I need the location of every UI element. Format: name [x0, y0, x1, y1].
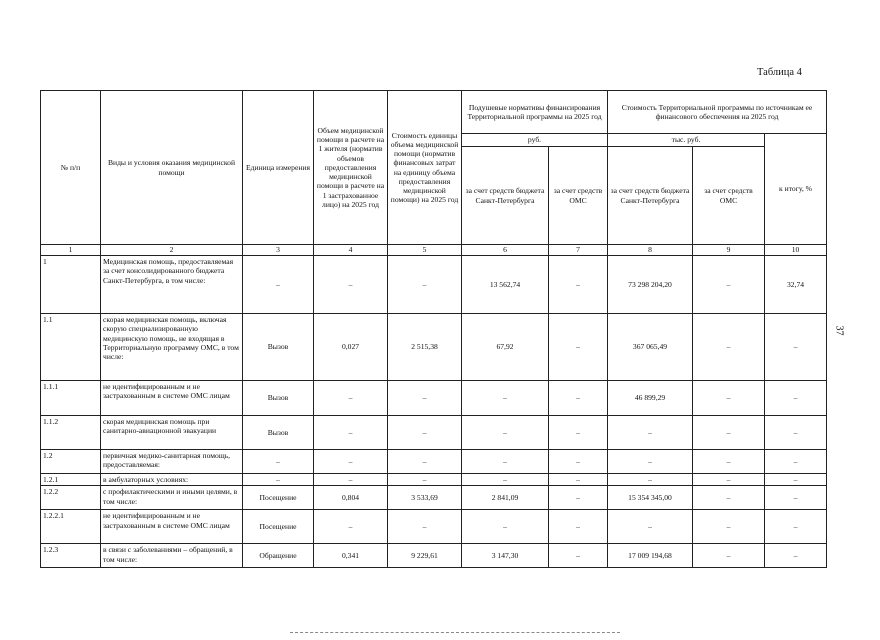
- row-volume: 0,341: [314, 544, 388, 568]
- header-unit-thousand-rub: тыс. руб.: [608, 134, 765, 147]
- row-name: в амбулаторных условиях:: [101, 474, 243, 486]
- row-share: –: [765, 474, 827, 486]
- header-cell-total-oms: за счет средств ОМС: [693, 147, 765, 245]
- row-volume: –: [314, 474, 388, 486]
- row-number: 1.2.3: [41, 544, 101, 568]
- row-total-budget: 73 298 204,20: [608, 256, 693, 314]
- row-number: 1.1.2: [41, 416, 101, 450]
- row-norm-budget: 2 841,09: [462, 486, 549, 510]
- header-cell-norm-budget: за счет средств бюджета Санкт-Петербурга: [462, 147, 549, 245]
- row-norm-budget: 13 562,74: [462, 256, 549, 314]
- table-row: [41, 544, 827, 568]
- row-unit: Посещение: [243, 510, 314, 544]
- row-norm-oms: –: [549, 381, 608, 416]
- row-number: 1: [41, 256, 101, 314]
- row-name: в связи с заболеваниями – обращений, в том числе:: [101, 544, 243, 568]
- row-total-budget: 367 065,49: [608, 314, 693, 381]
- row-norm-oms: –: [549, 314, 608, 381]
- row-total-oms: –: [693, 314, 765, 381]
- row-norm-budget: –: [462, 416, 549, 450]
- row-unit: Вызов: [243, 416, 314, 450]
- row-total-oms: –: [693, 381, 765, 416]
- column-index: 2: [101, 245, 243, 256]
- row-share: 32,74: [765, 256, 827, 314]
- row-cost: 2 515,38: [388, 314, 462, 381]
- row-norm-budget: –: [462, 381, 549, 416]
- row-name: первичная медико-санитарная помощь, предоставляемая:: [101, 450, 243, 474]
- row-total-budget: –: [608, 510, 693, 544]
- row-total-oms: –: [693, 510, 765, 544]
- data-table: [40, 90, 827, 568]
- row-total-oms: –: [693, 474, 765, 486]
- row-cost: –: [388, 416, 462, 450]
- row-unit: –: [243, 450, 314, 474]
- header-cell-share: к итогу, %: [765, 134, 827, 245]
- header-group-program-cost: Стоимость Территориальной программы по источникам ее финансового обеспечения на 2025 год: [608, 91, 827, 134]
- row-name: скорая медицинская помощь при санитарно-авиационной эвакуации: [101, 416, 243, 450]
- row-share: –: [765, 486, 827, 510]
- row-norm-oms: –: [549, 450, 608, 474]
- row-norm-oms: –: [549, 474, 608, 486]
- column-index: 9: [693, 245, 765, 256]
- row-total-oms: –: [693, 486, 765, 510]
- row-total-oms: –: [693, 416, 765, 450]
- row-cost: –: [388, 510, 462, 544]
- row-norm-oms: –: [549, 544, 608, 568]
- row-volume: –: [314, 510, 388, 544]
- row-unit: –: [243, 474, 314, 486]
- row-norm-oms: –: [549, 256, 608, 314]
- row-norm-oms: –: [549, 416, 608, 450]
- column-index: 7: [549, 245, 608, 256]
- table-row: [41, 474, 827, 486]
- row-number: 1.1: [41, 314, 101, 381]
- row-share: –: [765, 314, 827, 381]
- row-volume: –: [314, 256, 388, 314]
- row-number: 1.1.1: [41, 381, 101, 416]
- row-share: –: [765, 510, 827, 544]
- row-name: не идентифицированным и не застрахованным в системе ОМС лицам: [101, 510, 243, 544]
- column-index: 8: [608, 245, 693, 256]
- row-share: –: [765, 416, 827, 450]
- table-row: [41, 450, 827, 474]
- page-number: 37: [833, 325, 845, 336]
- header-cell-type: Виды и условия оказания медицинской помощи: [101, 91, 243, 245]
- row-unit: Вызов: [243, 381, 314, 416]
- column-index-row: [41, 245, 827, 256]
- row-total-budget: 15 354 345,00: [608, 486, 693, 510]
- table-row: [41, 381, 827, 416]
- table-row: [41, 256, 827, 314]
- row-norm-oms: –: [549, 510, 608, 544]
- row-number: 1.2.1: [41, 474, 101, 486]
- column-index: 4: [314, 245, 388, 256]
- column-index: 10: [765, 245, 827, 256]
- row-name: с профилактическими и иными целями, в том числе:: [101, 486, 243, 510]
- row-total-budget: 46 899,29: [608, 381, 693, 416]
- row-unit: Вызов: [243, 314, 314, 381]
- header-cell-norm-oms: за счет средств ОМС: [549, 147, 608, 245]
- row-share: –: [765, 450, 827, 474]
- row-volume: 0,027: [314, 314, 388, 381]
- row-share: –: [765, 544, 827, 568]
- row-norm-budget: 67,92: [462, 314, 549, 381]
- column-index: 5: [388, 245, 462, 256]
- header-cell-unit: Единица измерения: [243, 91, 314, 245]
- table-caption: Таблица 4: [757, 67, 802, 78]
- header-unit-rub: руб.: [462, 134, 608, 147]
- table-row: [41, 510, 827, 544]
- row-name: скорая медицинская помощь, включая скорую специализированную медицинскую помощь, не входящая в Территориальную программу ОМС, в том числе:: [101, 314, 243, 381]
- row-number: 1.2: [41, 450, 101, 474]
- row-total-oms: –: [693, 256, 765, 314]
- row-norm-budget: –: [462, 510, 549, 544]
- column-index: 6: [462, 245, 549, 256]
- column-index: 3: [243, 245, 314, 256]
- row-norm-budget: –: [462, 474, 549, 486]
- row-cost: 3 533,69: [388, 486, 462, 510]
- row-volume: –: [314, 450, 388, 474]
- row-cost: –: [388, 381, 462, 416]
- row-norm-oms: –: [549, 486, 608, 510]
- row-total-budget: –: [608, 416, 693, 450]
- row-total-budget: 17 009 194,68: [608, 544, 693, 568]
- header-cell-total-budget: за счет средств бюджета Санкт-Петербурга: [608, 147, 693, 245]
- row-volume: –: [314, 416, 388, 450]
- row-volume: –: [314, 381, 388, 416]
- row-norm-budget: 3 147,30: [462, 544, 549, 568]
- row-total-budget: –: [608, 474, 693, 486]
- row-unit: Посещение: [243, 486, 314, 510]
- row-cost: –: [388, 256, 462, 314]
- row-name: не идентифицированным и не застрахованным в системе ОМС лицам: [101, 381, 243, 416]
- header-group-per-capita: Подушевые нормативы финансирования Территориальной программы на 2025 год: [462, 91, 608, 134]
- row-total-oms: –: [693, 544, 765, 568]
- row-cost: 9 229,61: [388, 544, 462, 568]
- row-number: 1.2.2.1: [41, 510, 101, 544]
- scan-artifact-line: [290, 632, 620, 636]
- table-row: [41, 486, 827, 510]
- row-cost: –: [388, 450, 462, 474]
- row-number: 1.2.2: [41, 486, 101, 510]
- table-row: [41, 416, 827, 450]
- table-row: [41, 314, 827, 381]
- row-norm-budget: –: [462, 450, 549, 474]
- column-index: 1: [41, 245, 101, 256]
- row-total-oms: –: [693, 450, 765, 474]
- row-unit: –: [243, 256, 314, 314]
- header-cell-number: № п/п: [41, 91, 101, 245]
- row-cost: –: [388, 474, 462, 486]
- row-share: –: [765, 381, 827, 416]
- header-cell-unit-cost: Стоимость единицы объема медицинской помощи (норматив финансовых затрат на единицу объема предоставления медицинской помощи) на 2025 год: [388, 91, 462, 245]
- row-name: Медицинская помощь, предоставляемая за счет консолидированного бюджета Санкт-Петербурга, в том числе:: [101, 256, 243, 314]
- row-volume: 0,804: [314, 486, 388, 510]
- row-unit: Обращение: [243, 544, 314, 568]
- header-cell-volume: Объем медицинской помощи в расчете на 1 жителя (норматив объемов предоставления медицинской помощи в расчете на 1 застрахованное лицо) на 2025 год: [314, 91, 388, 245]
- row-total-budget: –: [608, 450, 693, 474]
